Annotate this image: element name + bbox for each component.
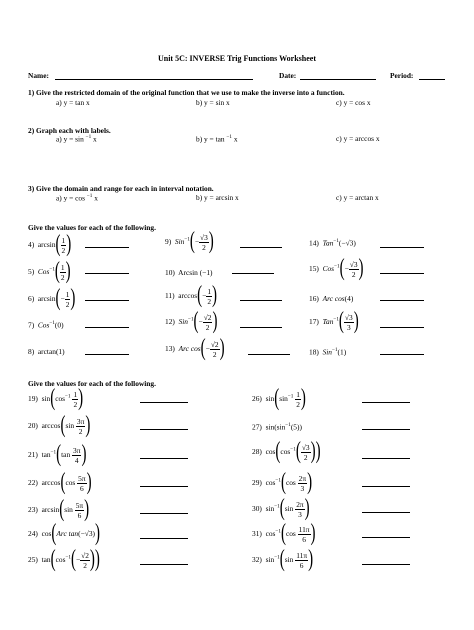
problem-5: 5) Cos$^{-1}$( $\frac{1}{2}$ ) <box>28 258 71 285</box>
q2-b: b) y = tan $^{-1}$ x <box>196 134 238 144</box>
problem-11: 11) arccos(− $\frac{1}{2}$ ) <box>165 282 218 309</box>
problem-15: 15) Cos$^{-1}$(− $\frac{√3}{2}$ ) <box>309 255 364 282</box>
problem-10: 10) Arcsin (−1) <box>165 268 213 277</box>
answer-27[interactable] <box>362 429 410 430</box>
name-label: Name: <box>28 71 49 80</box>
answer-14[interactable] <box>380 247 424 248</box>
problem-22: 22) arccos(cos $\frac{5\pi}{6}$ ) <box>28 469 92 496</box>
answer-24[interactable] <box>140 538 188 539</box>
answer-8[interactable] <box>85 354 129 355</box>
problem-7: 7) Cos$^{-1}$(0) <box>28 320 64 330</box>
section-2-heading: Give the values for each of the following. <box>28 379 156 388</box>
answer-23[interactable] <box>140 513 188 514</box>
problem-14: 14) Tan$^{-1}$(−√3) <box>309 238 356 248</box>
date-blank[interactable] <box>300 79 376 80</box>
answer-32[interactable] <box>362 564 410 565</box>
answer-18[interactable] <box>380 354 424 355</box>
problem-32: 32) $\sin^{-1}(\sin$ $\frac{11\pi}{6}$ ) <box>252 546 314 573</box>
answer-10[interactable] <box>232 273 274 274</box>
period-blank[interactable] <box>419 79 445 80</box>
problem-31: 31) $\cos^{-1}(\cos$ $\frac{11\pi}{6}$ ) <box>252 520 316 547</box>
question-2: 2) Graph each with labels. <box>28 126 111 135</box>
answer-7[interactable] <box>85 327 129 328</box>
answer-20[interactable] <box>140 429 188 430</box>
answer-30[interactable] <box>362 512 410 513</box>
problem-16: 16) Arc cos(4) <box>309 294 354 303</box>
problem-26: 26) $\sin(\sin^{-1}$ $\frac{1}{2}$ ) <box>252 385 306 412</box>
problem-20: 20) arccos(sin $\frac{3\pi}{2}$ ) <box>28 412 91 439</box>
answer-4[interactable] <box>85 247 129 248</box>
answer-16[interactable] <box>380 300 424 301</box>
q1-b: b) y = sin x <box>196 98 230 107</box>
problem-19: 19) $\sin(\cos^{-1}$ $\frac{1}{2}$ ) <box>28 385 84 412</box>
problem-8: 8) arctan(1) <box>28 347 65 356</box>
problem-27: 27) $\sin(\sin^{-1}(5))$ <box>252 422 302 432</box>
problem-12: 12) Sin$^{-1}$(− $\frac{√2}{2}$ ) <box>165 308 218 335</box>
name-blank[interactable] <box>55 79 253 80</box>
answer-21[interactable] <box>140 458 188 459</box>
answer-15[interactable] <box>380 273 424 274</box>
answer-28[interactable] <box>362 458 410 459</box>
q1-a: a) y = tan x <box>56 98 90 107</box>
answer-12[interactable] <box>240 327 282 328</box>
q1-c: c) y = cos x <box>336 98 371 107</box>
answer-19[interactable] <box>140 402 188 403</box>
problem-21: 21) $\tan^{-1}(\tan$ $\frac{3\pi}{4}$ ) <box>28 441 87 468</box>
answer-26[interactable] <box>362 402 410 403</box>
answer-9[interactable] <box>240 247 282 248</box>
answer-6[interactable] <box>85 300 129 301</box>
question-1: 1) Give the restricted domain of the original function that we use to make the inverse into a function. <box>28 88 345 97</box>
problem-18: 18) Sin$^{-1}$(1) <box>309 347 347 357</box>
q2-a: a) y = sin $^{-1}$ x <box>56 134 97 144</box>
problem-29: 29) $\cos^{-1}(\cos$ $\frac{2\pi}{3}$ ) <box>252 469 313 496</box>
problem-17: 17) Tan$^{-1}$( $\frac{√3}{3}$ ) <box>309 308 359 335</box>
answer-22[interactable] <box>140 486 188 487</box>
q3-a: a) y = cos $^{-1}$ x <box>56 193 98 203</box>
problem-28: 28) $\cos(\cos^{-1}$( $\frac{√3}{2}$ )) <box>252 438 321 465</box>
period-label: Period: <box>390 71 414 80</box>
question-3: 3) Give the domain and range for each in interval notation. <box>28 184 214 193</box>
section-1-heading: Give the values for each of the following. <box>28 223 156 232</box>
worksheet-title: Unit 5C: INVERSE Trig Functions Worksheet <box>157 54 317 63</box>
q3-b: b) y = arcsin x <box>196 193 239 202</box>
problem-13: 13) Arc cos(− $\frac{√2}{2}$ ) <box>165 335 225 362</box>
problem-23: 23) arcsin(sin $\frac{5\pi}{6}$ ) <box>28 496 90 523</box>
problem-24: 24) cos(Arc tan(−√3)) <box>28 520 100 547</box>
answer-5[interactable] <box>85 273 129 274</box>
answer-13[interactable] <box>248 354 290 355</box>
answer-25[interactable] <box>140 564 188 565</box>
problem-6: 6) arcsin(− $\frac{1}{2}$ ) <box>28 285 76 312</box>
q3-c: c) y = arctan x <box>336 193 379 202</box>
problem-9: 9) Sin$^{-1}$(− $\frac{√3}{2}$ ) <box>165 228 214 255</box>
problem-30: 30) $\sin^{-1}(\sin$ $\frac{2\pi}{3}$ ) <box>252 495 310 522</box>
problem-4: 4) arcsin( $\frac{1}{2}$ ) <box>28 231 72 258</box>
answer-11[interactable] <box>240 300 282 301</box>
answer-29[interactable] <box>362 486 410 487</box>
answer-31[interactable] <box>362 537 410 538</box>
answer-17[interactable] <box>380 327 424 328</box>
problem-25: 25) $\tan(\cos^{-1}(-$ $\frac{√2}{2}$ )) <box>28 546 100 573</box>
q2-c: c) y = arccos x <box>336 134 380 143</box>
date-label: Date: <box>279 71 297 80</box>
